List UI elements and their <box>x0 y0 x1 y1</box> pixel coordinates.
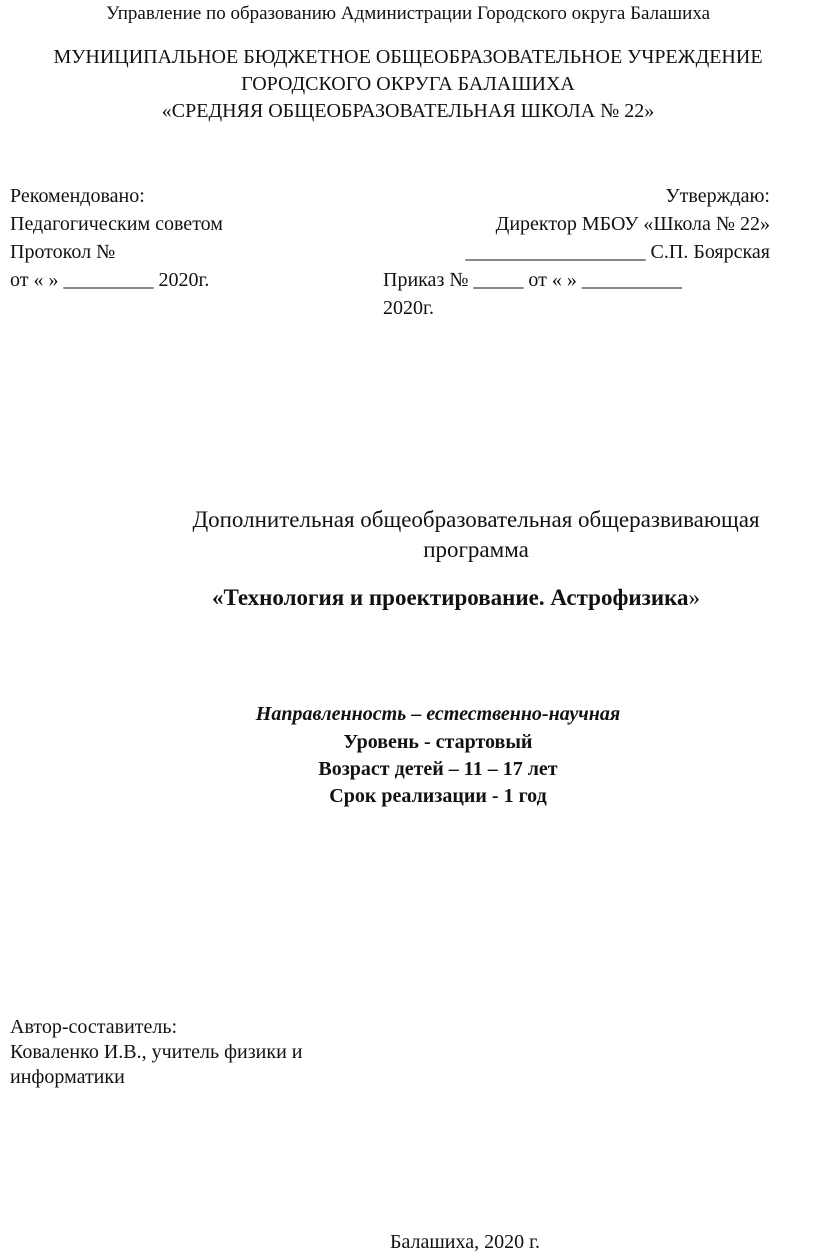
program-duration: Срок реализации - 1 год <box>329 785 547 807</box>
org-name-line2: ГОРОДСКОГО ОКРУГА БАЛАШИХА <box>241 73 575 95</box>
program-title-text: «Технология и проектирование. Астрофизика <box>211 585 689 610</box>
author-subjects: информатики <box>10 1066 125 1088</box>
program-title-close-quote: » <box>688 585 701 610</box>
protocol-date: от « » _________ 2020г. <box>10 269 210 291</box>
org-name-line3: «СРЕДНЯЯ ОБЩЕОБРАЗОВАТЕЛЬНАЯ ШКОЛА № 22» <box>161 100 655 122</box>
recommended-label: Рекомендовано: <box>10 185 145 207</box>
pedagogical-council: Педагогическим советом <box>10 213 223 235</box>
program-direction: Направленность – естественно-научная <box>255 703 621 725</box>
program-type-line2: программа <box>423 537 529 562</box>
order-number-date: Приказ № _____ от « » __________ <box>383 269 682 291</box>
program-type-line1: Дополнительная общеобразовательная общеразвивающая <box>192 507 760 532</box>
author-label: Автор-составитель: <box>10 1016 178 1038</box>
program-title <box>146 583 766 613</box>
program-level: Уровень - стартовый <box>343 731 533 753</box>
authority-line: Управление по образованию Администрации Городского округа Балашиха <box>105 3 711 24</box>
order-year: 2020г. <box>383 297 434 319</box>
org-name-line1: МУНИЦИПАЛЬНОЕ БЮДЖЕТНОЕ ОБЩЕОБРАЗОВАТЕЛЬНОЕ УЧРЕЖДЕНИЕ <box>53 46 763 68</box>
director-title: Директор МБОУ «Школа № 22» <box>495 213 770 235</box>
director-signature: __________________ С.П. Боярская <box>465 241 770 263</box>
author-name: Коваленко И.В., учитель физики и <box>10 1041 303 1063</box>
approve-label: Утверждаю: <box>665 185 770 207</box>
protocol-number: Протокол № <box>10 241 116 263</box>
place-and-year: Балашиха, 2020 г. <box>390 1231 541 1253</box>
program-age: Возраст детей – 11 – 17 лет <box>318 758 558 780</box>
